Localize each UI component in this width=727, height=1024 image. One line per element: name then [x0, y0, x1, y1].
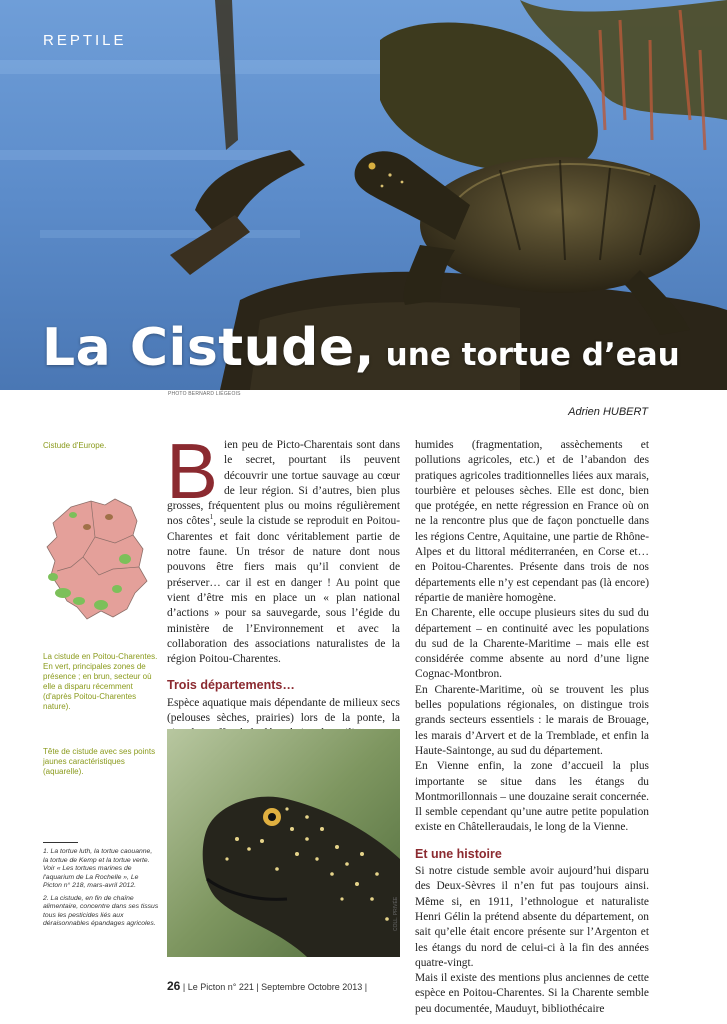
page-title: [42, 318, 680, 378]
footnote-2: 2. La cistude, en fin de chaîne alimentaire, concentre dans ses tissus tous les pesticides liés aux déraisonnables épandages agricoles.: [43, 894, 159, 927]
turtle-head-illustration: [167, 729, 400, 957]
intro-text-a: ien peu de Picto-Charentais sont dans le secret, pourtant ils peuvent découvrir une tortue sauvage au cœur de leur région. Si d’autres, bien plus grosses, fréquentent plus ou moins régulièrement nos côtes: [167, 439, 400, 528]
intro-text-b: , seule la cistude se reproduit en Poitou-Charentes et fait donc véritablement partie de notre faune. Un trésor de nature dont nous pouvons être fiers mais qu’il convient de préserver… car il est en danger ! Au point que vient d’être mis en place un « plan national d’actions » pour sa sauvegarde, sous l’égide du ministère de l’Environnement et avec la collaboration des associations naturalistes de la région Poitou-Charentes.: [167, 515, 400, 666]
image-credit: COLL. PRIVÉE: [393, 896, 399, 931]
section-tag: REPTILE: [43, 32, 127, 49]
title-subtitle: une tortue d’eau: [374, 337, 680, 373]
page-footer: [167, 979, 367, 993]
caption-map: La cistude en Poitou-Charentes. En vert, principales zones de présence ; en brun, secteur où elle a disparu récemment (d'après Poitou-Charentes nature).: [43, 652, 158, 711]
paragraph: Espèce aquatique mais dépendante de milieux secs (pelouses sèches, prairies) lors de la ponte, la: [167, 696, 400, 725]
caption-species: Cistude d'Europe.: [43, 441, 107, 450]
article-column-2: [415, 438, 649, 1017]
paragraph: En Charente-Maritime, où se trouvent les plus belles populations régionales, on distingue trois grands secteurs essentiels : le marais de Brouage, les marais d’Arvert et de la Tremblade, et enfin la Haute-Saintonge, au sud du département.: [415, 683, 649, 757]
drop-cap: B: [166, 427, 219, 515]
subhead-trois-departements: Trois départements…: [167, 678, 295, 693]
title-main: La Cistude,: [42, 318, 375, 378]
footer-text: | Le Picton n° 221 | Septembre Octobre 2013 |: [180, 982, 368, 992]
paragraph: En Charente, elle occupe plusieurs sites du sud du département – en continuité avec les populations du sud de la Charente-Maritime – mais elle est considérée comme absente au nord d’une ligne Cognac-Montbron.: [415, 607, 649, 681]
paragraph: En Vienne enfin, la zone d’accueil la plus importante se situe dans les étangs du Montmorillonnais – une douzaine serait concernée. Il semble cependant qu’une autre petite population existe en Châtelleraudais, le long de la Vienne.: [415, 760, 649, 834]
footnotes: [43, 848, 159, 933]
article-column-1: [166, 427, 400, 742]
distribution-map: [43, 497, 155, 625]
paragraph: Si notre cistude semble avoir aujourd’hui disparu des Deux-Sèvres il n’en fut pas toujours ainsi. Même si, en 1911, l’ethnologue et naturaliste Henri Gélin la prétend absente du département, on sait qu’elle était encore présente sur l’Argenton et les étangs du nord de celui-ci à la fin des années quatre-vingt.: [415, 865, 649, 969]
paragraph: Mais il existe des mentions plus anciennes de cette espèce en Poitou-Charentes. Si la Charente semble peu documentée, Mauduyt, bibliothécaire: [415, 972, 649, 1015]
page-number: 26: [167, 979, 181, 993]
turtle-head-painting: [167, 729, 400, 957]
footnote-ref-1: 1: [209, 513, 214, 522]
paragraph: humides (fragmentation, assèchements et pollutions agricoles, etc.) et de l’abandon des pratiques agricoles traditionnelles liées aux marais, tourbière et pelouses sèches. Elle est donc, bien que protégée, en nette régression en France où on ne la rencontre plus que de façon ponctuelle dans les régions Centre, Aquitaine, une partie de Rhône-Alpes et du littoral méditerranéen, en Corse et… en Poitou-Charentes. Présente dans trois de nos départements elle n’y est cependant pas (là encore) répartie de manière homogène.: [415, 439, 649, 604]
poitou-charentes-map: [43, 497, 155, 625]
author-name: Adrien HUBERT: [568, 406, 648, 418]
photo-credit: PHOTO BERNARD LIÉGEOIS: [168, 391, 241, 397]
footnote-1: 1. La tortue luth, la tortue caouanne, la tortue de Kemp et la tortue verte. Voir « Les tortues marines de l'aquarium de La Rochelle », Le Picton n° 218, mars-avril 2012.: [43, 848, 153, 889]
subhead-histoire: Et une histoire: [415, 846, 502, 861]
caption-head: Tête de cistude avec ses points jaunes caractéristiques (aquarelle).: [43, 747, 156, 776]
notes-divider: [43, 842, 78, 843]
